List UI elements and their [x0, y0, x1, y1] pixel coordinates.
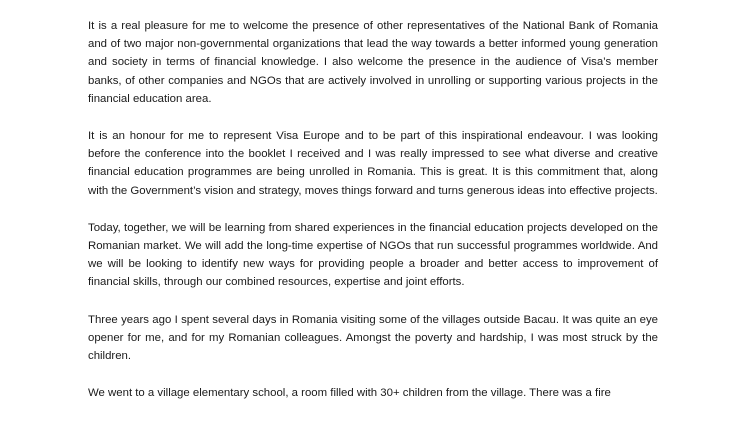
paragraph-welcome: It is a real pleasure for me to welcome the presence of other representatives of the National Bank of Romania and of two major non-governmental organizations that lead the way towards a better informed young generation and society in terms of financial knowledge. I also welcome the presence in the audience of Visa’s member banks, of other companies and NGOs that are actively involved in unrolling or supporting various projects in the financial education area. [88, 20, 658, 105]
paragraph-today: Today, together, we will be learning from shared experiences in the financial education projects developed on the Romanian market. We will add the long-time expertise of NGOs that run successful programmes worldwide. And we will be looking to identify new ways for providing people a broader and better access to improvement of financial skills, through our combined resources, expertise and joint efforts. [88, 221, 658, 289]
paragraph-three-years-ago: Three years ago I spent several days in Romania visiting some of the villages outside Bacau. It was quite an eye opener for me, and for my Romanian colleagues. Amongst the poverty and hardship, I was most struck by the children. [88, 313, 658, 363]
paragraph-honour: It is an honour for me to represent Visa Europe and to be part of this inspirational endeavour. I was looking before the conference into the booklet I received and I was really impressed to see what diverse and creative financial education programmes are being unrolled in Romania. This is great. It is this commitment that, along with the Government’s vision and strategy, moves things forward and turns generous ideas into effective projects. [88, 130, 658, 197]
document-page [88, 17, 658, 421]
paragraph-village-school: We went to a village elementary school, a room filled with 30+ children from the village. There was a fire [88, 387, 611, 400]
